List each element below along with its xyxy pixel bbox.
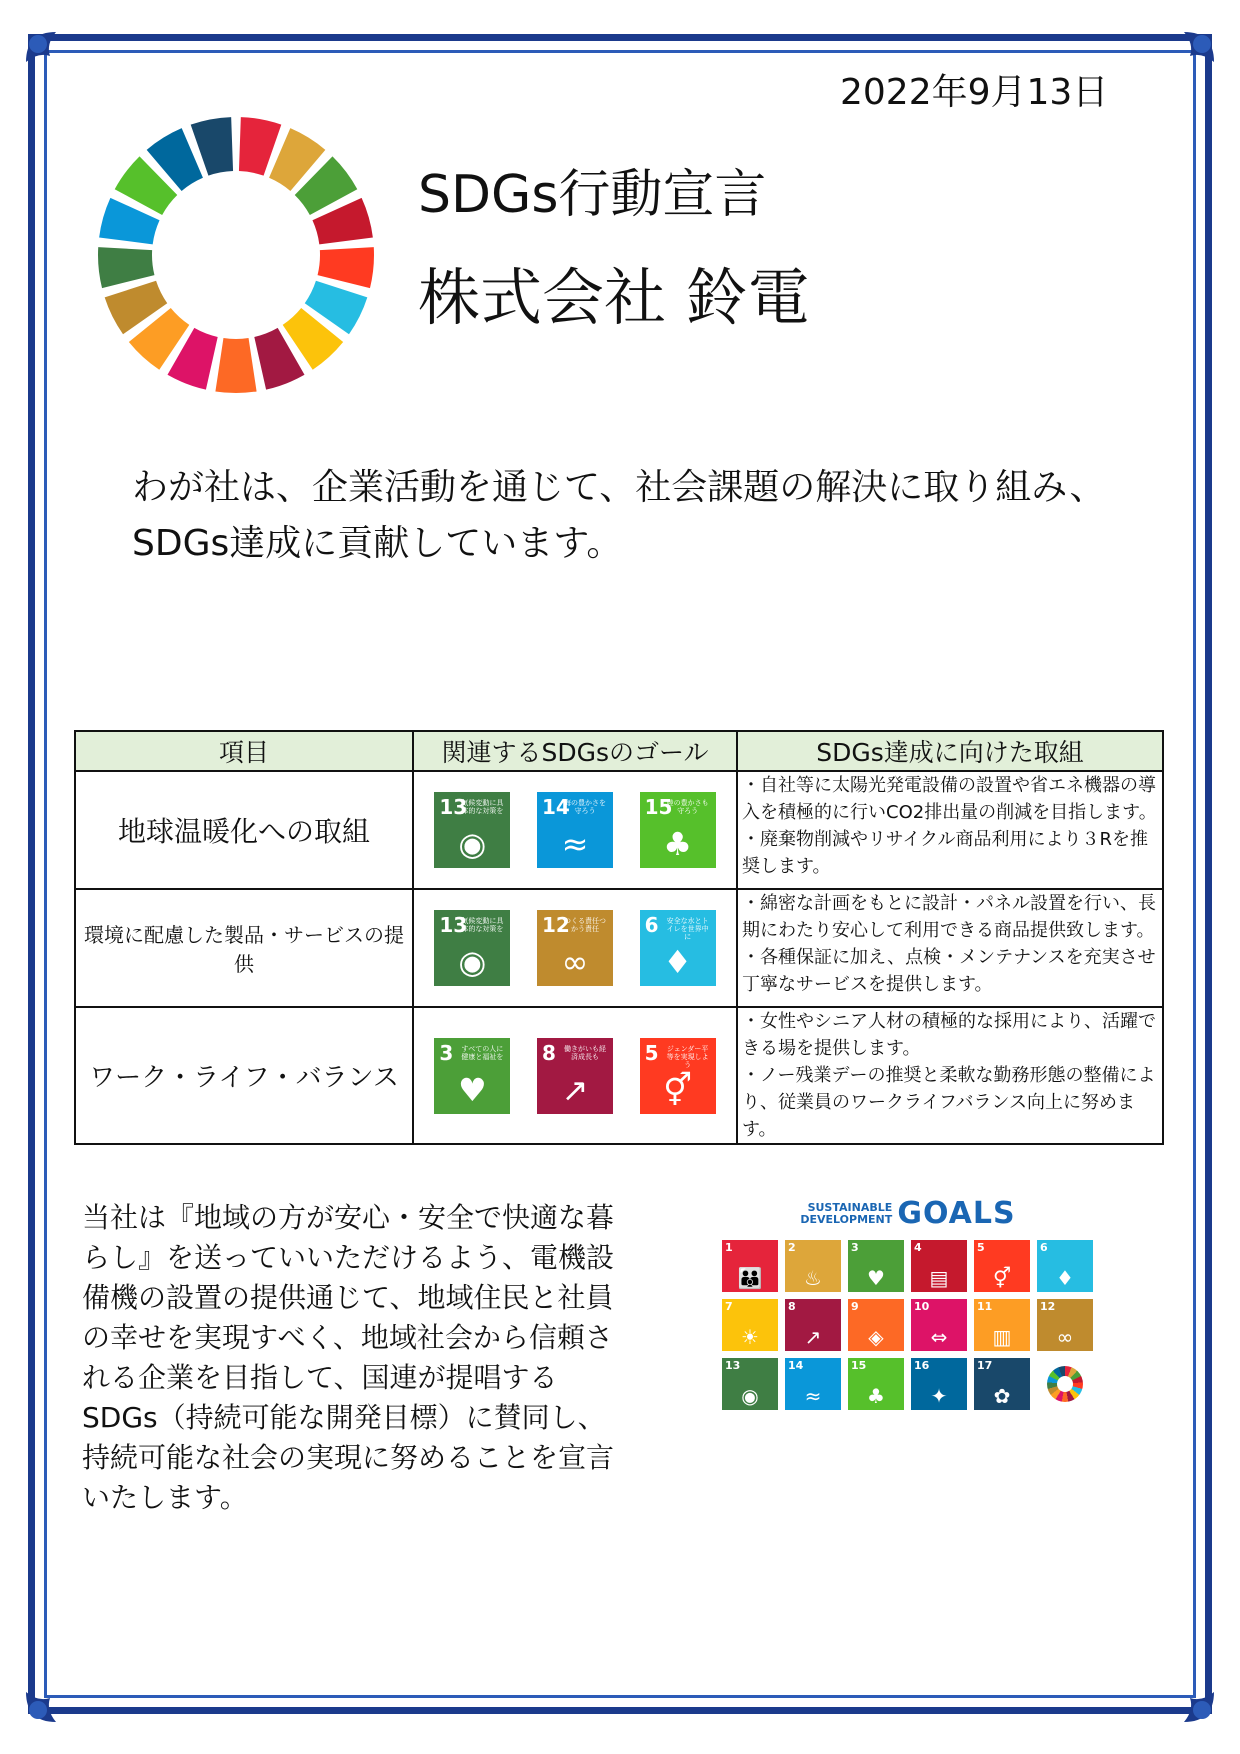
intro-line: わが社は、企業活動を通じて、社会課題の解決に取り組み、 xyxy=(132,467,1106,508)
sdgs-goals-table xyxy=(74,730,1164,1145)
document-title: SDGs行動宣言 xyxy=(418,165,767,225)
corner-ornament-icon xyxy=(16,22,86,92)
wheel-segment xyxy=(98,247,154,288)
sdg-goal-4-icon: 4 ▤ xyxy=(911,1240,967,1292)
action-text: ・綿密な計画をもとに設計・パネル設置を行い、長期にわたり安心して利用できる商品提供致します。 xyxy=(742,893,1156,941)
table-header-row xyxy=(75,731,1163,771)
table-row xyxy=(75,771,1163,889)
sdg-3-good-health-icon: 3 すべての人に健康と福祉を ♥ xyxy=(434,1038,510,1114)
row-item-label: 地球温暖化への取組 xyxy=(75,771,413,889)
sdg-6-clean-water-icon: 6 安全な水とトイレを世界中に ♦ xyxy=(640,910,716,986)
sdgs-goals-board xyxy=(722,1196,1094,1410)
document-date: 2022年9月13日 xyxy=(840,72,1109,113)
closing-declaration: 当社は『地域の方が安心・安全で快適な暮らし』を送っていいただけるよう、電機設備機の設置の提供通じて、地域住民と社員の幸せを実現すべく、地域社会から信頼される企業を目指して、国連が提唱するSDGs（持続可能な開発目標）に賛同し、持続可能な社会の実現に努めることを宣言いたします。 xyxy=(82,1201,615,1514)
sdg-goal-2-icon: 2 ♨ xyxy=(785,1240,841,1292)
sdgs-wheel-small-icon xyxy=(1037,1358,1093,1410)
action-text: ・女性やシニア人材の積極的な採用により、活躍できる場を提供します。 xyxy=(742,1011,1156,1059)
table-row xyxy=(75,1007,1163,1144)
sdg-15-life-on-land-icon: 15 陸の豊かさも守ろう ♣ xyxy=(640,792,716,868)
sdg-goal-6-icon: 6 ♦ xyxy=(1037,1240,1093,1292)
sdg-goal-8-icon: 8 ↗ xyxy=(785,1299,841,1351)
sdg-goal-3-icon: 3 ♥ xyxy=(848,1240,904,1292)
goals-tile-grid xyxy=(722,1240,1094,1410)
wheel-segment xyxy=(215,338,256,393)
sdg-14-life-below-water-icon: 14 海の豊かさを守ろう ≈ xyxy=(537,792,613,868)
table-row xyxy=(75,889,1163,1007)
goals-board-title xyxy=(722,1196,1094,1230)
sdg-goal-5-icon: 5 ⚥ xyxy=(974,1240,1030,1292)
action-text: ・各種保証に加え、点検・メンテナンスを充実させ丁寧なサービスを提供します。 xyxy=(742,947,1156,995)
row-goal-icons xyxy=(413,889,737,1007)
row-goal-icons xyxy=(413,771,737,889)
sdg-goal-10-icon: 10 ⇔ xyxy=(911,1299,967,1351)
row-goal-icons xyxy=(413,1007,737,1144)
row-actions xyxy=(737,1007,1163,1144)
sdgs-wheel-logo xyxy=(95,114,377,396)
sdg-goal-1-icon: 1 👪 xyxy=(722,1240,778,1292)
intro-statement xyxy=(132,460,1112,572)
row-actions xyxy=(737,771,1163,889)
sdg-goal-9-icon: 9 ◈ xyxy=(848,1299,904,1351)
sdg-goal-17-icon: 17 ✿ xyxy=(974,1358,1030,1410)
company-name: 株式会社 鈴電 xyxy=(418,261,810,334)
sdg-goal-14-icon: 14 ≈ xyxy=(785,1358,841,1410)
action-text: ・自社等に太陽光発電設備の設置や省エネ機器の導入を積極的に行いCO2排出量の削減を目指します。 xyxy=(742,775,1157,823)
sdg-goal-15-icon: 15 ♣ xyxy=(848,1358,904,1410)
goals-title-small: DEVELOPMENT xyxy=(800,1212,893,1226)
sdg-goal-12-icon: 12 ∞ xyxy=(1037,1299,1093,1351)
sdg-goal-16-icon: 16 ✦ xyxy=(911,1358,967,1410)
sdg-13-climate-action-icon: 13 気候変動に具体的な対策を ◉ xyxy=(434,910,510,986)
sdg-goal-7-icon: 7 ☀ xyxy=(722,1299,778,1351)
sdg-12-responsible-consumption-icon: 12 つくる責任つかう責任 ∞ xyxy=(537,910,613,986)
row-item-label: 環境に配慮した製品・サービスの提供 xyxy=(75,889,413,1007)
sdg-5-gender-equality-icon: 5 ジェンダー平等を実現しよう ⚥ xyxy=(640,1038,716,1114)
sdg-13-climate-action-icon: 13 気候変動に具体的な対策を ◉ xyxy=(434,792,510,868)
column-header-item: 項目 xyxy=(75,731,413,771)
intro-line: SDGs達成に貢献しています。 xyxy=(132,523,623,564)
row-actions xyxy=(737,889,1163,1007)
action-text: ・ノー残業デーの推奨と柔軟な勤務形態の整備により、従業員のワークライフバランス向上に努めます。 xyxy=(742,1065,1156,1140)
goals-title-big: GOALS xyxy=(897,1196,1016,1231)
wheel-segment xyxy=(318,247,374,288)
column-header-actions: SDGs達成に向けた取組 xyxy=(737,731,1163,771)
row-item-label: ワーク・ライフ・バランス xyxy=(75,1007,413,1144)
sdg-goal-11-icon: 11 ▥ xyxy=(974,1299,1030,1351)
sdg-8-decent-work-icon: 8 働きがいも経済成長も ↗ xyxy=(537,1038,613,1114)
corner-ornament-icon xyxy=(16,1662,86,1732)
action-text: ・廃棄物削減やリサイクル商品利用により３Rを推奨します。 xyxy=(742,829,1148,877)
goals-title-small: SUSTAINABLE xyxy=(807,1200,893,1214)
column-header-goals: 関連するSDGsのゴール xyxy=(413,731,737,771)
sdg-goal-13-icon: 13 ◉ xyxy=(722,1358,778,1410)
corner-ornament-icon xyxy=(1154,22,1224,92)
corner-ornament-icon xyxy=(1154,1662,1224,1732)
